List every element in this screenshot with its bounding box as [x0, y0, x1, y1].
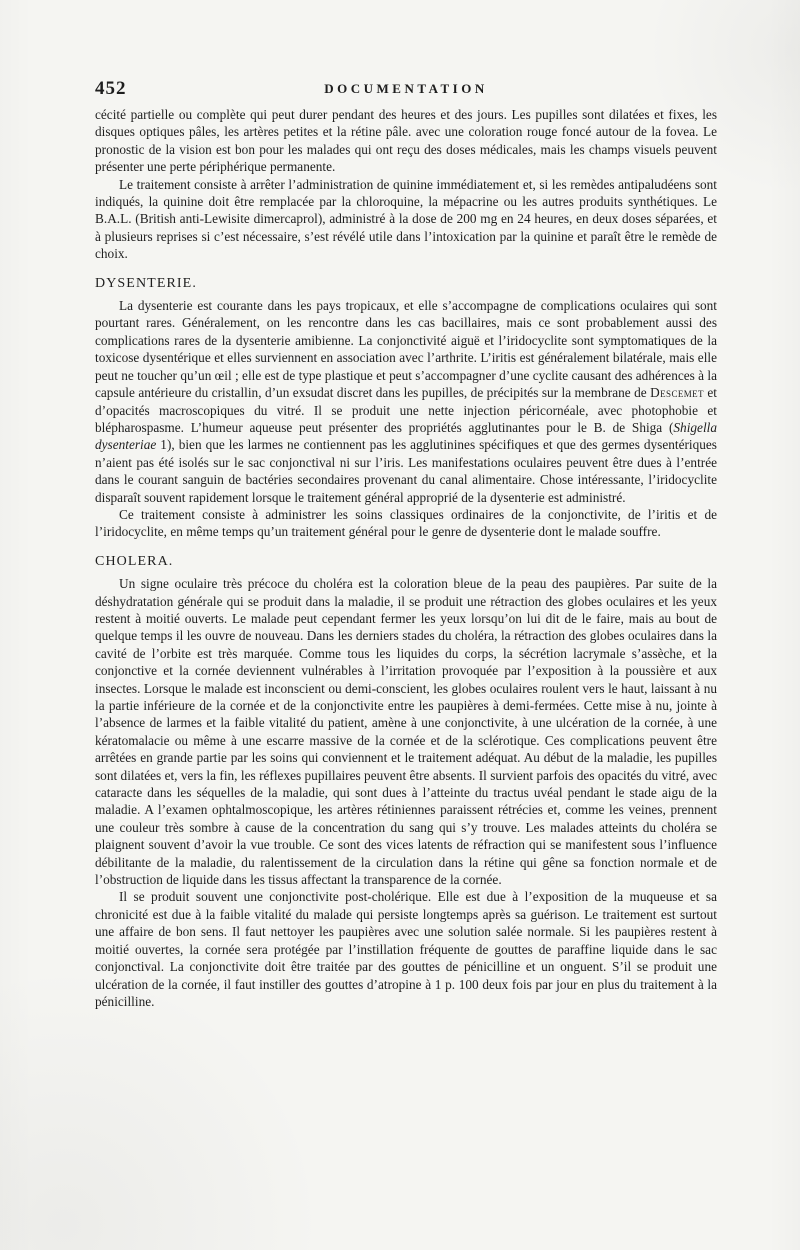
page-header — [95, 78, 717, 100]
text-run: et d’opacités macroscopiques du vitré. Il se produit une nette injection péricornéale, avec photophobie et blépharospasme. L’humeur aqueuse peut présenter des propriétés agglutinantes pour le B. de Shiga ( — [95, 385, 717, 435]
text-run: 1), bien que les larmes ne contiennent pas les agglutinines spécifiques et que des germes dysentériques n’aient pas été isolés sur le sac conjonctival ni sur l’iris. Les manifestations oculaires peuvent être dues à l’entrée dans le courant sanguin de bactéries secondaires provenant du canal alimentaire. Chose intéressante, l’iridocyclite disparaît souvent rapidement lorsque le traitement général approprié de la dysenterie est administré. — [95, 437, 717, 505]
text-run: Ce traitement consiste à administrer les soins classiques ordinaires de la conjonctivite, de l’iritis et de l’iridocyclite, en même temps qu’un traitement général pour le genre de dysenterie dont le malade souffre. — [95, 506, 717, 540]
text-run: La dysenterie est courante dans les pays tropicaux, et elle s’accompagne de complications oculaires qui sont pourtant rares. Généralement, on les rencontre dans les cas bacillaires, mais ce sont probablement aussi des complications rares de la dysenterie amibienne. La conjonctivité aiguë et l’iridocyclite sont symptomatiques de la toxicose dysentérique et elles surviennent en association avec l’arthrite. L’iritis est généralement bilatérale, mais elle peut ne toucher qu’un œil ; elle est de type plastique et peut s’accompagner d’une cyclite causant des adhérences à la capsule antérieure du cristallin, d’un exsudat discret dans les pupilles, de précipités sur la membrane de — [95, 298, 717, 401]
section-heading: CHOLERA. — [95, 553, 174, 569]
paragraph — [95, 297, 717, 506]
paragraph — [95, 106, 717, 176]
page-number: 452 — [95, 78, 127, 99]
running-title: DOCUMENTATION — [324, 81, 488, 96]
paragraph — [95, 176, 717, 263]
italic-text: Shigella dysenteriae — [95, 419, 717, 453]
content — [95, 106, 717, 1010]
text-run: Un signe oculaire très précoce du choléra est la coloration bleue de la peau des paupières. Par suite de la déshydratation générale qui se produit dans la maladie, il se produit une rétraction des globes oculaires et les yeux restent à moitié ouverts. Le malade peut cependant fermer les yeux lorsqu’on lui dit de le faire, mais au bout de quelque temps il les ouvre de nouveau. Dans les derniers stades du choléra, la rétraction des globes oculaires dans la cavité de l’orbite est très marquée. Comme tous les liquides du corps, la sécrétion lacrymale s’assèche, et la conjonctive et la cornée deviennent vulnérables à l’irritation provoquée par l’exposition à la poussière et aux insectes. Lorsque le malade est inconscient ou demi-conscient, les globes oculaires roulent vers le haut, laissant à nu la partie inférieure de la cornée et de la conjonctivite entre les paupières à demi-fermées. Cette mise à nu, jointe à l’absence de larmes et la faible vitalité du patient, amène à une conjonctivite, à une ulcération de la cornée, à une kératomalacie ou même à une escarre massive de la cornée et de la sclérotique. Ces complications peuvent être arrêtées en grande partie par les soins qui conviennent et le traitement adéquat. Au début de la maladie, les pupilles sont dilatées et, vers la fin, les réflexes pupillaires peuvent être absents. Il survient parfois des opacités du vitré, avec cataracte dans les séquelles de la maladie, qui sont dues à l’atteinte du tractus uvéal pendant le stade aigu de la maladie. A l’examen ophtalmoscopique, les artères rétiniennes paraissent rétrécies et, comme les veines, prennent une couleur très sombre à cause de la concentration du sang qui s’y trouve. Les malades atteints du choléra se plaignent souvent d’avoir la vue trouble. Ce sont des vices latents de réfraction qui se manifestent sous l’influence débilitante de la maladie, du ralentissement de la circulation dans la rétine qui gêne sa fonction normale et de l’obstruction de liquide dans les tissus affectant la transparence de la cornée. — [95, 576, 717, 888]
text-run: Il se produit souvent une conjonctivite post-cholérique. Elle est due à l’exposition de la muqueuse et sa chronicité est due à la faible vitalité du malade qui persiste longtemps après sa guérison. Le traitement est surtout une affaire de bon sens. Il faut nettoyer les paupières avec une solution salée normale. Si les paupières restent à moitié ouvertes, la cornée sera protégée par l’instillation fréquente de gouttes de paraffine liquide dans le sac conjonctival. La conjonctivite doit être traitée par des gouttes de pénicilline et un onguent. S’il se produit une ulcération de la cornée, il faut instiller des gouttes d’atropine à 1 p. 100 deux fois par jour en plus du traitement à la pénicilline. — [95, 889, 717, 1009]
section-heading: DYSENTERIE. — [95, 275, 197, 291]
smallcaps-text: Descemet — [650, 385, 704, 401]
paragraph — [95, 506, 717, 541]
paragraph — [95, 888, 717, 1010]
paragraph — [95, 575, 717, 888]
text-run: Le traitement consiste à arrêter l’administration de quinine immédiatement et, si les remèdes antipaludéens sont indiqués, la quinine doit être remplacée par la chloroquine, la mépacrine ou les autres produits synthétiques. Le B.A.L. (British anti-Lewisite dimercaprol), administré à la dose de 200 mg en 24 heures, en deux doses séparées, et à plusieurs reprises si c’est nécessaire, s’est révélé utile dans l’intoxication par la quinine et paraît être le remède de choix. — [95, 176, 717, 262]
text-run: cécité partielle ou complète qui peut durer pendant des heures et des jours. Les pupilles sont dilatées et fixes, les disques optiques pâles, les artères petites et la rétine pâle. avec une coloration rouge foncé autour de la fovea. Le pronostic de la vision est bon pour les malades qui ont reçu des doses médicales, mais les champs visuels peuvent présenter une perte périphérique permanente. — [95, 107, 717, 175]
